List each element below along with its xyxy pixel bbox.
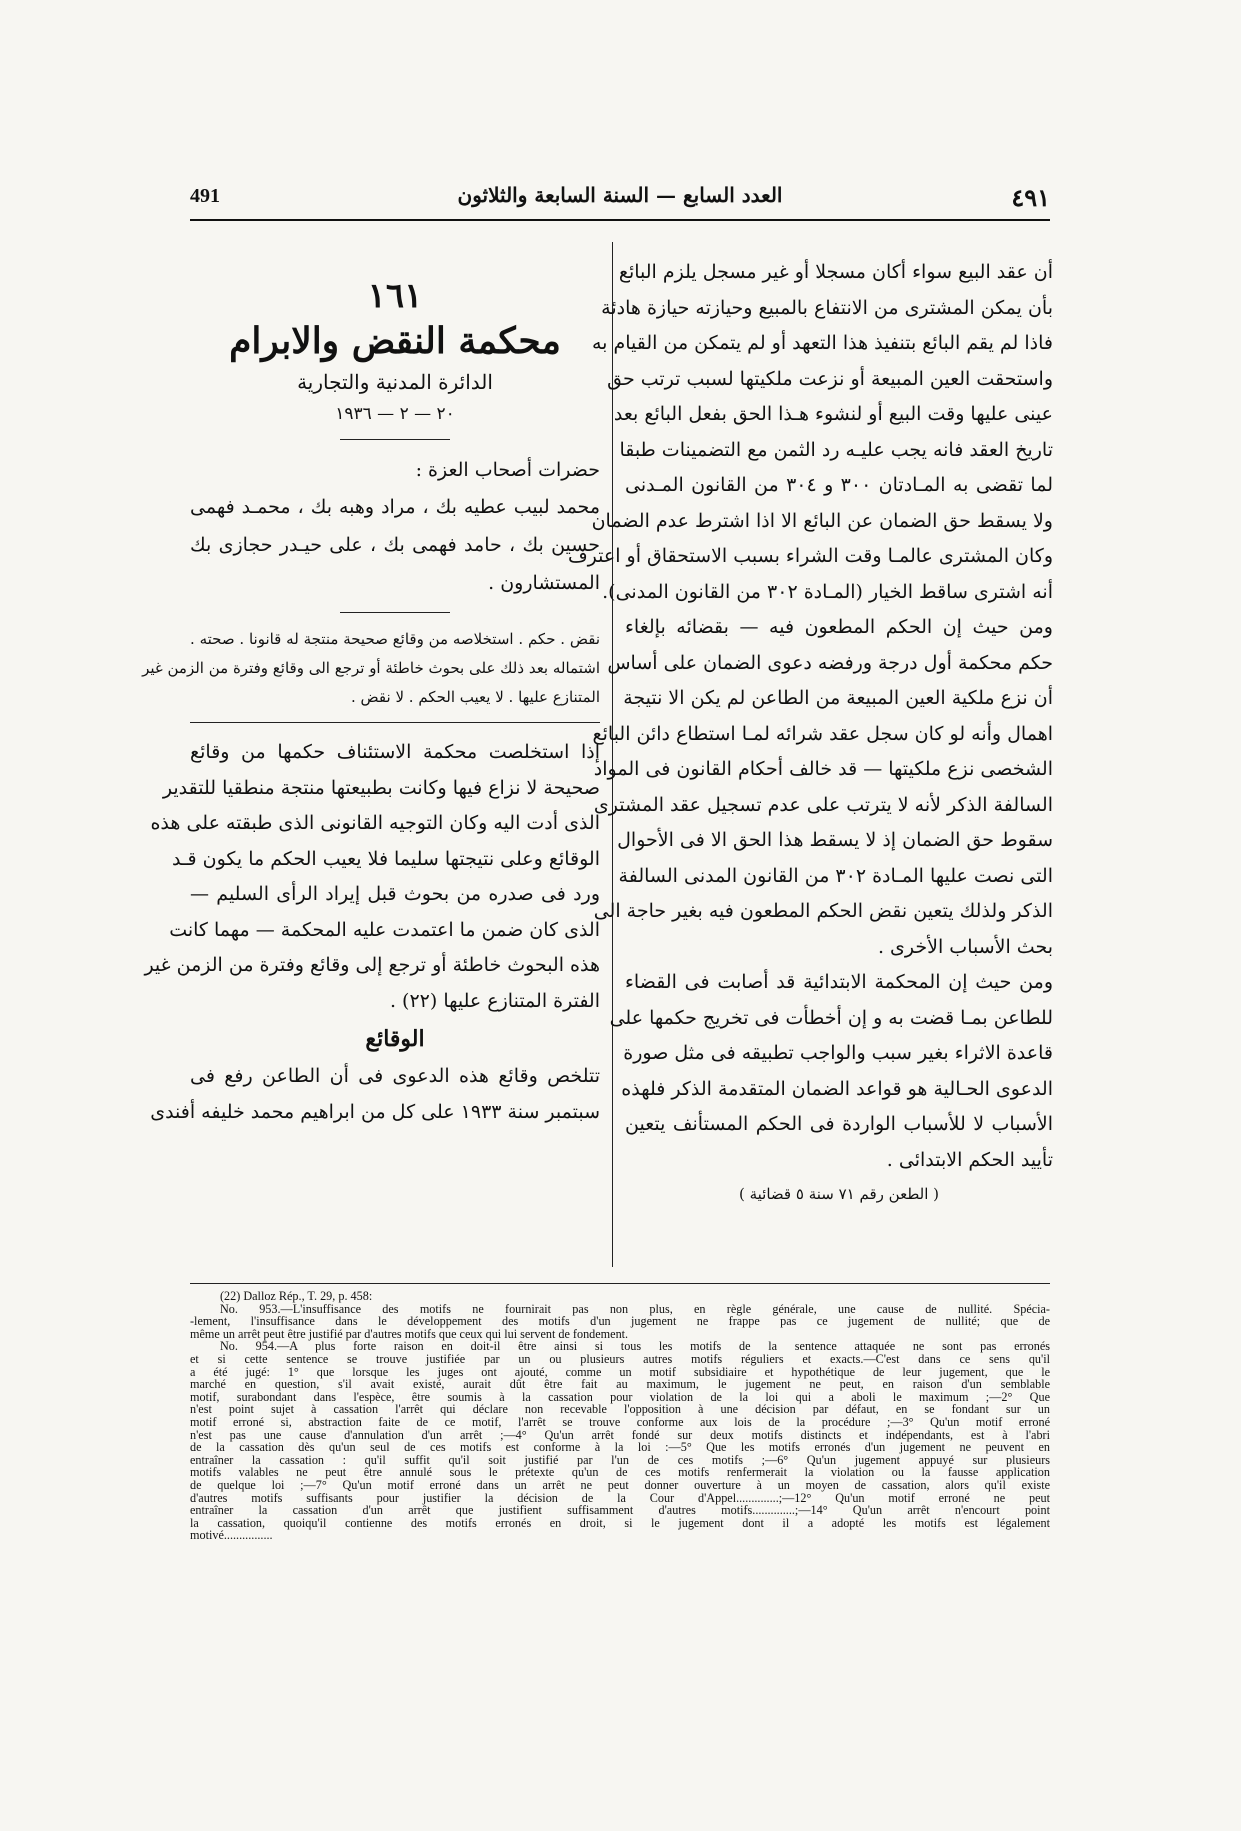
text-line: ومن حيث إن الحكم المطعون فيه — بقضائه بإلغاء bbox=[625, 616, 1053, 638]
case-number: ١٦١ bbox=[367, 276, 423, 316]
page-number-arabic: ٤٩١ bbox=[1011, 183, 1050, 212]
footnote-line: No. 953.—L'insuffisance des motifs ne fournirait pas non plus, en règle générale, une cause de nullité. Spécia- bbox=[220, 1301, 1050, 1316]
judges-line: المستشارون . bbox=[488, 572, 600, 594]
summary-line: اشتماله بعد ذلك على بحوث خاطئة أو ترجع الى وقائع وفترة من الزمن غير bbox=[142, 659, 600, 677]
text-line: واستحقت العين المبيعة أو نزعت ملكيتها لسبب ترتب حق bbox=[607, 367, 1053, 390]
section-rule bbox=[190, 722, 600, 723]
appeal-citation: ( الطعن رقم ٧١ سنة ٥ قضائية ) bbox=[738, 1185, 940, 1203]
section-rule bbox=[340, 612, 450, 613]
footnote-rule bbox=[190, 1283, 1050, 1284]
text-line: للطاعن بمـا قضت به و إن أخطأت فى تخريج حكمها على bbox=[609, 1006, 1053, 1029]
text-line: الذى أدت اليه وكان التوجيه القانونى الذى طبقته على هذه bbox=[150, 812, 600, 834]
text-line: سبتمبر سنة ١٩٣٣ على كل من ابراهيم محمد خليفه أفندى bbox=[150, 1100, 600, 1123]
footnote-line: entraîner la cassation d'un arrêt que justifient suffisamment d'autres motifs..............;—14° Qu'un arrêt n'encourt point bbox=[190, 1503, 1050, 1518]
legal-principle bbox=[144, 735, 600, 1019]
footnote-line: motif, surabondant dans l'espèce, être soumis à la cassation pour violation de la loi qui a aboli le maximum ;—2° Que bbox=[190, 1389, 1050, 1404]
court-title: محكمة النقض والابرام bbox=[229, 320, 561, 362]
right-column bbox=[567, 255, 1053, 1208]
footnote-line: a été jugé: 1° que lorsque les juges ont ajouté, comme un motif subsidiaire et hypothétique de leur jugement, que le bbox=[190, 1364, 1050, 1379]
footnote-line: même un arrêt peut être justifié par d'autres motifs que ceux qui lui servent de fondement. bbox=[190, 1326, 629, 1341]
text-line: ورد فى صدره من بحوث قبل إيراد الرأى السليم — bbox=[190, 883, 600, 905]
text-line: أن نزع ملكية العين المبيعة من الطاعن لم يكن الا نتيجة bbox=[623, 687, 1053, 709]
running-head: العدد السابع — السنة السابعة والثلاثون bbox=[457, 183, 783, 207]
page-header bbox=[190, 185, 1050, 225]
footnote-line: n'est point sujet à cassation l'arrêt qui déclare non recevable l'opposition à une décision par défaut, en se fondant sur un bbox=[190, 1402, 1050, 1417]
text-line: عينى عليها وقت البيع أو لنشوء هـذا الحق بفعل البائع بعد bbox=[613, 403, 1053, 425]
text-line: بأن يمكن المشترى من الانتفاع بالمبيع وحيازته حيازة هادئة bbox=[601, 296, 1053, 319]
footnote-line: entraîner la cassation : qu'il suffit qu'il soit justifié par l'un de ces motifs ;—6° Qu'un jugement appuyé sur plusieurs bbox=[190, 1452, 1050, 1467]
footnote-line: motif erroné si, abstraction faite de ce motif, l'arrêt se trouve conforme aux lois de la procédure ;—3° Qu'un motif erroné bbox=[190, 1414, 1050, 1429]
text-line: تاريخ العقد فانه يجب عليـه رد الثمن مع التضمينات طبقا bbox=[619, 438, 1053, 461]
section-rule bbox=[340, 439, 450, 440]
text-line: قاعدة الاثراء بغير سبب والواجب تطبيقه فى مثل صورة bbox=[623, 1042, 1053, 1064]
text-line: الأسباب لا للأسباب الواردة فى الحكم المستأنف يتعين bbox=[625, 1113, 1053, 1135]
judges-heading: حضرات أصحاب العزة : bbox=[415, 459, 600, 481]
text-line: الذكر ولذلك يتعين نقض الحكم المطعون فيه بغير حاجة الى bbox=[593, 900, 1053, 922]
left-column bbox=[142, 255, 600, 1130]
text-line: وكان المشترى عالمـا وقت الشراء بسبب الاستحقاق أو اعترف bbox=[567, 545, 1053, 567]
text-line: الوقائع وعلى نتيجتها سليما فلا يعيب الحكم ما يكون قـد bbox=[171, 847, 600, 870]
footnote-line: et si cette sentence se trouve justifiée par un ou plusieurs autres motifs réguliers et exacts.—C'est dans ce sens qu'il bbox=[190, 1351, 1050, 1366]
footnote-line: motivé................ bbox=[190, 1528, 273, 1543]
footnote-line: No. 954.—A plus forte raison en doit-il être ainsi si tous les motifs de la sentence attaquée ne sont pas erronés bbox=[220, 1339, 1050, 1354]
footnote-line: n'est pas une cause d'annulation d'un arrêt ;—4° Qu'un arrêt fondé sur deux motifs distincts et indépendants, est à l'abri bbox=[190, 1427, 1050, 1442]
text-line: إذا استخلصت محكمة الاستئناف حكمها من وقائع bbox=[190, 741, 600, 763]
text-line: ولا يسقط حق الضمان عن البائع الا اذا اشترط عدم الضمان bbox=[591, 509, 1053, 532]
text-line: فاذا لم يقم البائع بتنفيذ هذا التعهد أو لم يتمكن من القيام به bbox=[591, 332, 1053, 354]
footnote-line: (22) Dalloz Rép., T. 29, p. 458: bbox=[220, 1289, 373, 1303]
paragraph-3 bbox=[609, 965, 1053, 1178]
footnote-line: de quelque loi ;—7° Qu'un motif erroné dans un arrêt ne peut donner ouverture à un moyen de cassation, alors qu'il existe bbox=[190, 1477, 1050, 1492]
text-line: أنه اشترى ساقط الخيار (المـادة ٣٠٢ من القانون المدنى). bbox=[602, 580, 1053, 603]
judges-line: حسين بك ، حامد فهمى بك ، على حيـدر حجازى بك bbox=[190, 534, 600, 556]
facts-heading: الوقائع bbox=[365, 1026, 425, 1052]
chamber-name: الدائرة المدنية والتجارية bbox=[297, 370, 493, 394]
footnote-line: la cassation, quoiqu'il contienne des motifs erronés en droit, si le jugement dont il a adopté les motifs est légalement bbox=[190, 1515, 1050, 1530]
text-line: السالفة الذكر لأنه لا يترتب على عدم تسجيل عقد المشترى bbox=[593, 793, 1053, 816]
header-rule bbox=[190, 219, 1050, 221]
text-line: الذى كان ضمن ما اعتمدت عليه المحكمة — مهما كانت bbox=[169, 918, 600, 941]
text-line: حكم محكمة أول درجة ورفضه دعوى الضمان على أساس bbox=[607, 651, 1053, 674]
page-number-latin: 491 bbox=[190, 185, 220, 207]
text-line: الفترة المتنازع عليها (٢٢) . bbox=[389, 989, 600, 1012]
text-line: التى نصت عليها المـادة ٣٠٢ من القانون المدنى السالفة bbox=[618, 864, 1053, 887]
judgment-date: ٢٠ — ٢ — ١٩٣٦ bbox=[335, 404, 455, 424]
judges-line: محمد لبيب عطيه بك ، مراد وهبه بك ، محمـد فهمى bbox=[190, 496, 600, 518]
footnote-line: d'autres motifs suffisants pour justifier la décision de la Cour d'Appel..............;—12° Qu'un motif erroné ne peut bbox=[190, 1490, 1050, 1505]
text-line: ومن حيث إن المحكمة الابتدائية قد أصابت فى القضاء bbox=[625, 971, 1053, 993]
summary-line: نقض . حكم . استخلاصه من وقائع صحيحة منتجة له قانونا . صحته . bbox=[190, 630, 600, 648]
text-line: صحيحة لا نزاع فيها وكانت بطبيعتها منتجة منطقيا للتقدير bbox=[162, 776, 600, 799]
text-line: سقوط حق الضمان إذ لا يسقط هذا الحق الا فى الأحوال bbox=[617, 829, 1053, 851]
text-line: تأييد الحكم الابتدائى . bbox=[886, 1148, 1053, 1171]
summary-line: المتنازع عليها . لا يعيب الحكم . لا نقض . bbox=[351, 688, 600, 706]
text-line: أن عقد البيع سواء أكان مسجلا أو غير مسجل يلزم البائع bbox=[618, 261, 1053, 283]
text-line: الشخصى نزع ملكيتها — قد خالف أحكام القانون فى المواد bbox=[593, 758, 1053, 780]
text-line: اهمال وأنه لو كان سجل عقد شرائه لمـا استطاع دائن البائع bbox=[592, 722, 1053, 745]
footnote-line: motifs valables ne peut être annulé sous le prétexte qu'un de ces motifs renfermerait la violation ou la fausse application bbox=[190, 1465, 1050, 1480]
footnote-block bbox=[190, 1290, 1050, 1542]
paragraph-2 bbox=[592, 610, 1053, 965]
footnote-line: -lement, l'insuffisance dans le développement des motifs d'un jugement ne frappe pas ce jugement de nullité; que de bbox=[190, 1314, 1050, 1329]
text-line: هذه البحوث خاطئة أو ترجع إلى وقائع وفترة من الزمن غير bbox=[144, 954, 600, 976]
text-line: بحث الأسباب الأخرى . bbox=[877, 935, 1053, 958]
text-line: لما تقضى به المـادتان ٣٠٠ و ٣٠٤ من القانون المـدنى bbox=[625, 474, 1053, 496]
text-line: الدعوى الحـالية هو قواعد الضمان المتقدمة الذكر فلهذه bbox=[621, 1077, 1053, 1100]
paragraph-1 bbox=[567, 255, 1053, 610]
footnote-line: marché en question, s'il avait existé, aurait dût être fait au maximum, le jugement ne peut, en raison d'un semblable bbox=[190, 1377, 1050, 1392]
text-line: تتلخص وقائع هذه الدعوى فى أن الطاعن رفع فى bbox=[190, 1065, 600, 1087]
footnote-line: de la cassation dès qu'un seul de ces motifs est conforme à la loi :—5° Que les motifs erronés d'un jugement ne peuvent en bbox=[190, 1440, 1050, 1455]
